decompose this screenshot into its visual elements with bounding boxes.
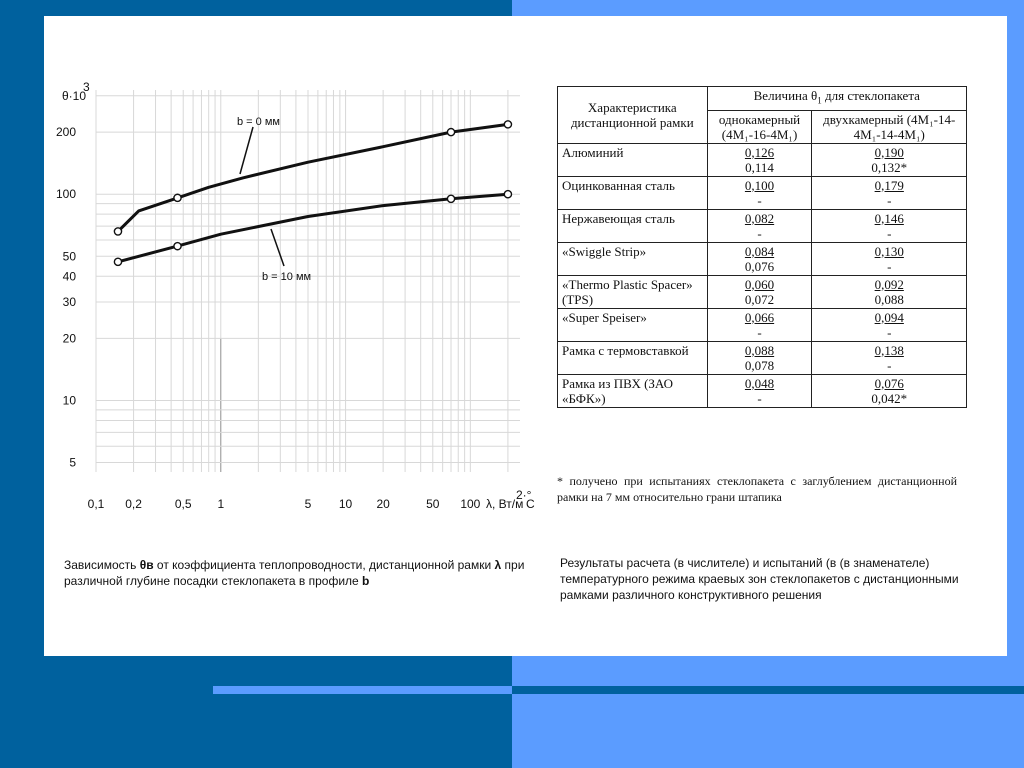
single-chamber-cell xyxy=(707,209,812,242)
chart-svg xyxy=(54,70,544,520)
x-tick-label: 0,1 xyxy=(87,497,105,511)
y-axis-label: θ·10 xyxy=(62,89,87,103)
double-chamber-cell xyxy=(812,242,967,275)
table-row xyxy=(558,143,967,176)
background-bottom-light xyxy=(512,656,1024,768)
frame-type-cell: Нержавеющая сталь xyxy=(558,209,708,242)
calculated-value: 0,100 xyxy=(744,177,775,193)
table-row xyxy=(558,308,967,341)
tested-value: - xyxy=(757,390,762,406)
y-tick-label: 30 xyxy=(62,295,76,310)
calculated-value: 0,082 xyxy=(744,210,775,226)
caption-left-suffix: при различной глубине посадки стеклопакета в профиле xyxy=(64,558,525,588)
tested-value: - xyxy=(887,225,892,241)
x-tick-label: 5 xyxy=(304,497,312,511)
y-tick-label: 40 xyxy=(62,269,76,284)
tested-value: - xyxy=(757,192,762,208)
y-axis-label-superscript: 3 xyxy=(83,80,90,94)
background-side-right xyxy=(1007,16,1024,656)
tested-value: 0,088 xyxy=(874,291,904,307)
header-value-subscript: 1 xyxy=(817,95,822,106)
y-tick-label: 20 xyxy=(62,331,76,346)
double-chamber-cell xyxy=(812,143,967,176)
tested-value: - xyxy=(887,258,892,274)
tested-value: 0,076 xyxy=(744,258,775,274)
chart xyxy=(54,70,544,520)
chart-caption xyxy=(64,557,534,589)
tested-value: 0,042* xyxy=(871,390,908,406)
tested-value: 0,132* xyxy=(871,159,908,175)
calculated-value: 0,048 xyxy=(744,375,775,391)
background-band-dark xyxy=(0,0,512,16)
frame-type-cell: «Swiggle Strip» xyxy=(558,242,708,275)
y-tick-label: 50 xyxy=(62,249,76,264)
frame-type-cell: Рамка с термовставкой xyxy=(558,341,708,374)
decor-stripe-dark xyxy=(512,686,1024,694)
series-label-b0-text: b = 0 мм xyxy=(237,116,280,128)
tested-value: 0,078 xyxy=(744,357,775,373)
frame-type-cell: Оцинкованная сталь xyxy=(558,176,708,209)
header-single-chamber: однокамерный (4М₁-16-4М₁) xyxy=(707,110,812,143)
frame-type-cell: Рамка из ПВХ (ЗАО «БФК») xyxy=(558,374,708,407)
tested-value: - xyxy=(757,225,762,241)
calculated-value: 0,138 xyxy=(874,342,904,358)
background-bottom-dark xyxy=(0,656,512,768)
calculated-value: 0,179 xyxy=(874,177,904,193)
calculated-value: 0,126 xyxy=(744,144,775,160)
chart-y-ticks xyxy=(56,125,76,469)
x-tick-label: 10 xyxy=(338,497,353,511)
background-band-light xyxy=(512,0,1024,16)
double-chamber-cell xyxy=(812,176,967,209)
tested-value: - xyxy=(887,357,892,373)
single-chamber-cell xyxy=(707,176,812,209)
y-tick-label: 100 xyxy=(55,187,76,202)
calculated-value: 0,088 xyxy=(744,342,775,358)
calculated-value: 0,076 xyxy=(874,375,904,391)
table-row xyxy=(558,209,967,242)
single-chamber-cell xyxy=(707,242,812,275)
table-row xyxy=(558,374,967,407)
x-axis-label-text: λ, Вт/м xyxy=(486,497,524,511)
header-value xyxy=(707,87,966,111)
double-chamber-cell xyxy=(812,341,967,374)
table-row xyxy=(558,176,967,209)
y-tick-label: 200 xyxy=(55,125,76,140)
calculated-value: 0,190 xyxy=(874,144,904,160)
x-tick-label: 50 xyxy=(426,497,440,511)
single-chamber-cell xyxy=(707,275,812,308)
data-point xyxy=(447,195,454,202)
data-point xyxy=(174,194,181,201)
x-axis-label-superscript: 2·° xyxy=(516,488,532,502)
header-characteristic: Характеристика дистанционной рамки xyxy=(558,87,708,144)
calculated-value: 0,092 xyxy=(874,276,904,292)
data-point xyxy=(504,121,511,128)
single-chamber-cell xyxy=(707,374,812,407)
y-tick-label: 10 xyxy=(62,393,76,408)
data-point xyxy=(504,191,511,198)
data-point xyxy=(114,258,121,265)
data-point xyxy=(174,243,181,250)
single-chamber-cell xyxy=(707,308,812,341)
series-line-1 xyxy=(118,194,508,262)
double-chamber-cell xyxy=(812,275,967,308)
series-label-b10-text: b = 10 мм xyxy=(262,271,312,283)
table-caption: Результаты расчета (в числителе) и испытаний (в (в знаменателе) температурного режима краевых зон стеклопакетов с дистанционными рамками различного конструктивного решения xyxy=(560,556,959,602)
x-tick-label: 0,5 xyxy=(174,497,192,511)
calculated-value: 0,146 xyxy=(874,210,904,226)
table-row xyxy=(558,242,967,275)
caption-left-mid: от коэффициента теплопроводности, дистанционной рамки xyxy=(153,558,495,572)
tested-value: 0,114 xyxy=(745,159,774,175)
tested-value: 0,072 xyxy=(744,291,775,307)
caption-left-lambda: λ xyxy=(494,558,502,572)
calculated-value: 0,130 xyxy=(874,243,904,259)
double-chamber-cell xyxy=(812,308,967,341)
header-double-chamber: двухкамерный (4М₁-14-4М₁-14-4М₁) xyxy=(812,110,967,143)
caption-left-b: b xyxy=(362,574,370,588)
x-axis-label-tail: С xyxy=(526,497,535,511)
tested-value: - xyxy=(887,192,892,208)
x-tick-label: 100 xyxy=(460,497,481,511)
x-tick-label: 1 xyxy=(217,497,225,511)
caption-left-prefix: Зависимость xyxy=(64,558,140,572)
frame-type-cell: «Super Speiser» xyxy=(558,308,708,341)
calculated-value: 0,060 xyxy=(744,276,775,292)
table-footnote: * получено при испытаниях стеклопакета с заглублением дистанционной рамки на 7 мм относительно грани штапика xyxy=(557,474,957,504)
x-axis-label xyxy=(486,488,535,511)
double-chamber-cell xyxy=(812,209,967,242)
y-tick-label: 5 xyxy=(69,455,76,470)
tested-value: - xyxy=(757,324,762,340)
x-tick-label: 0,2 xyxy=(125,497,142,511)
single-chamber-cell xyxy=(707,341,812,374)
data-point xyxy=(447,129,454,136)
table-row xyxy=(558,341,967,374)
series-label-b10-leader xyxy=(271,229,284,266)
chart-x-ticks xyxy=(88,497,481,511)
table-header-row-1 xyxy=(558,87,967,111)
calculated-value: 0,066 xyxy=(744,309,775,325)
calculated-value: 0,084 xyxy=(744,243,775,259)
frame-type-cell: «Thermo Plastic Spacer» (TPS) xyxy=(558,275,708,308)
series-label-b0-leader xyxy=(240,127,253,174)
decor-stripe-light xyxy=(213,686,513,694)
frame-type-cell: Алюминий xyxy=(558,143,708,176)
data-point xyxy=(114,228,121,235)
calculated-value: 0,094 xyxy=(874,309,904,325)
x-tick-label: 20 xyxy=(376,497,390,511)
tested-value: - xyxy=(887,324,892,340)
caption-left-theta: θв xyxy=(139,558,154,572)
table-row xyxy=(558,275,967,308)
double-chamber-cell xyxy=(812,374,967,407)
single-chamber-cell xyxy=(707,143,812,176)
results-table xyxy=(557,86,967,408)
chart-series xyxy=(114,121,511,266)
header-value-tail: для стеклопакета xyxy=(821,88,920,103)
header-value-text: Величина θ xyxy=(753,88,818,103)
